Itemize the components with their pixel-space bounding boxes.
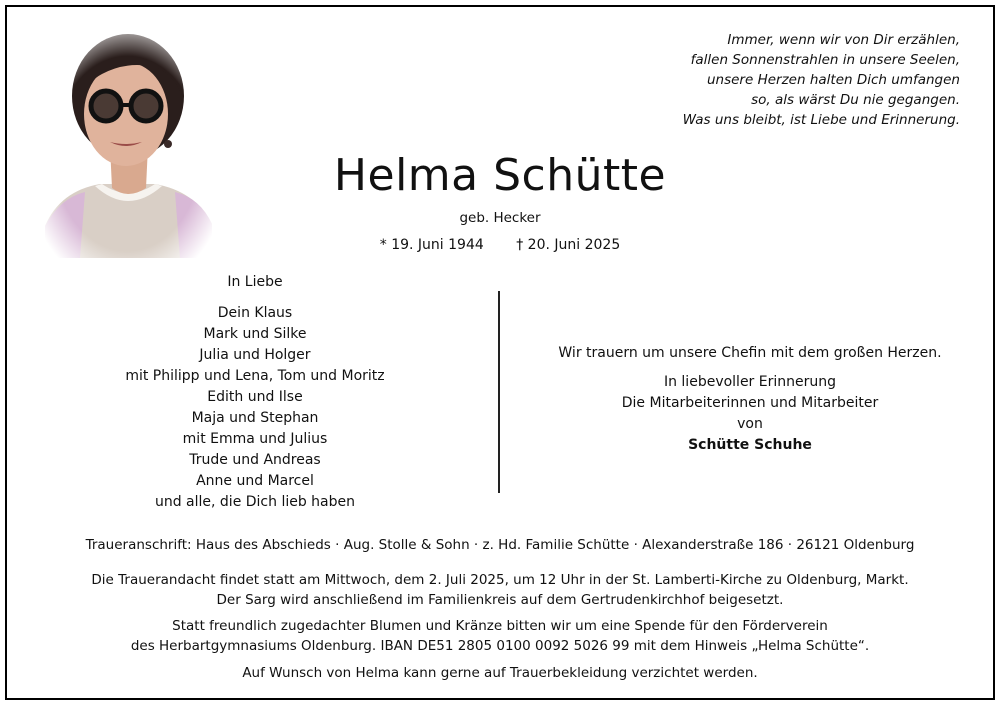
family-line: mit Emma und Julius bbox=[182, 431, 328, 447]
family-line: Maja und Stephan bbox=[191, 410, 319, 426]
poem-line: so, als wärst Du nie gegangen. bbox=[751, 92, 960, 108]
deceased-name: Helma Schütte bbox=[333, 150, 667, 201]
company-line: von bbox=[737, 416, 763, 432]
attire-line: Auf Wunsch von Helma kann gerne auf Trauerbekleidung verzichtet werden. bbox=[242, 665, 758, 681]
donation-info bbox=[0, 616, 1000, 656]
donation-line: des Herbartgymnasiums Oldenburg. IBAN DE51 2805 0100 0092 5026 99 mit dem Hinweis „Helma Schütte“. bbox=[130, 638, 870, 654]
poem bbox=[683, 30, 960, 130]
mourning-address bbox=[0, 535, 1000, 555]
company-name: Schütte Schuhe bbox=[688, 437, 812, 453]
family-line: und alle, die Dich lieb haben bbox=[154, 494, 356, 510]
poem-line: Was uns bleibt, ist Liebe und Erinnerung. bbox=[682, 112, 960, 128]
company-line: In liebevoller Erinnerung bbox=[663, 374, 837, 390]
donation-line: Statt freundlich zugedachter Blumen und Kränze bitten wir um eine Spende für den Förderverein bbox=[172, 618, 828, 634]
family-line: Anne und Marcel bbox=[196, 473, 314, 489]
life-dates bbox=[0, 237, 1000, 253]
maiden-name: geb. Hecker bbox=[459, 210, 541, 226]
family-intro: In Liebe bbox=[227, 274, 283, 290]
company-signature bbox=[545, 343, 955, 456]
poem-line: fallen Sonnenstrahlen in unsere Seelen, bbox=[690, 52, 960, 68]
family-line: mit Philipp und Lena, Tom und Moritz bbox=[125, 368, 385, 384]
poem-line: unsere Herzen halten Dich umfangen bbox=[706, 72, 960, 88]
family-line: Julia und Holger bbox=[199, 347, 311, 363]
company-lead: Wir trauern um unsere Chefin mit dem großen Herzen. bbox=[558, 345, 942, 361]
death-date: † 20. Juni 2025 bbox=[516, 237, 621, 253]
address-line: Traueranschrift: Haus des Abschieds · Aug. Stolle & Sohn · z. Hd. Familie Schütte · Alexanderstraße 186 · 26121 Oldenburg bbox=[85, 537, 915, 553]
service-line: Der Sarg wird anschließend im Familienkreis auf dem Gertrudenkirchhof beigesetzt. bbox=[216, 592, 784, 608]
birth-date: * 19. Juni 1944 bbox=[379, 237, 484, 253]
service-line: Die Trauerandacht findet statt am Mittwoch, dem 2. Juli 2025, um 12 Uhr in der St. Lamberti-Kirche zu Oldenburg, Markt. bbox=[91, 572, 909, 588]
family-signatures bbox=[105, 272, 405, 513]
family-line: Dein Klaus bbox=[217, 305, 293, 321]
service-info bbox=[0, 570, 1000, 610]
company-line: Die Mitarbeiterinnen und Mitarbeiter bbox=[621, 395, 879, 411]
poem-line: Immer, wenn wir von Dir erzählen, bbox=[727, 32, 960, 48]
family-line: Mark und Silke bbox=[203, 326, 307, 342]
family-line: Trude und Andreas bbox=[189, 452, 321, 468]
attire-note bbox=[0, 663, 1000, 683]
family-line: Edith und Ilse bbox=[207, 389, 303, 405]
column-divider bbox=[498, 291, 500, 493]
